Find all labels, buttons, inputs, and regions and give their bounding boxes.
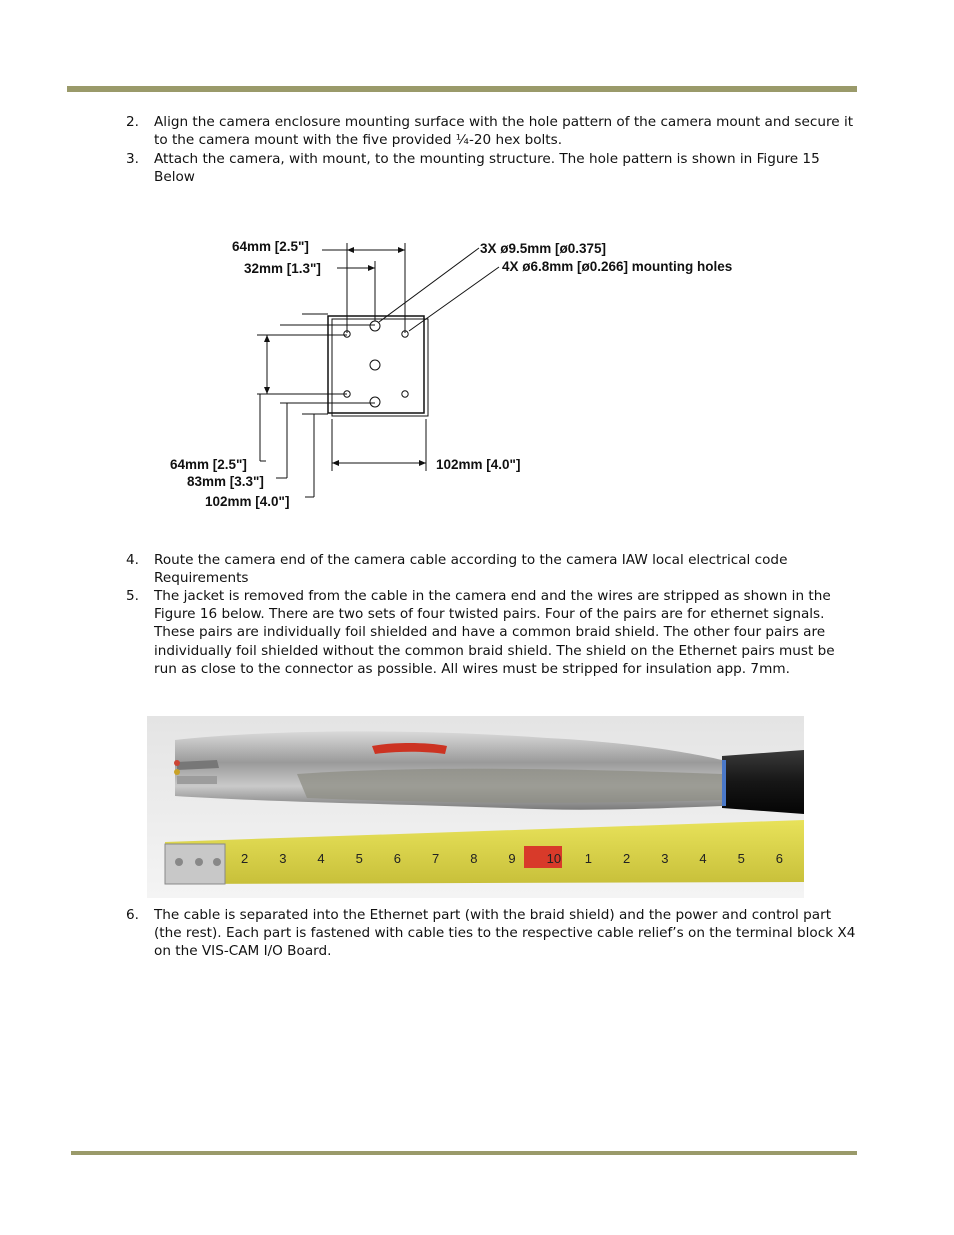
tape-number: 6 <box>393 851 402 866</box>
mounting-hole <box>402 391 408 397</box>
dim-top-32: 32mm [1.3"] <box>244 261 321 276</box>
hole-pattern-drawing <box>147 221 775 543</box>
cable-photo <box>147 716 804 898</box>
holes-4x-label: 4X ø6.8mm [ø0.266] mounting holes <box>502 259 733 274</box>
tape-number: 4 <box>317 851 325 866</box>
tape-number: 3 <box>279 851 287 866</box>
tape-number: 2 <box>623 851 631 866</box>
tape-number: 5 <box>355 851 363 866</box>
tape-number: 9 <box>508 851 516 866</box>
figure-16-stripped-cable-photo <box>147 716 804 898</box>
step-number: 3. <box>126 151 139 167</box>
step-text: The jacket is removed from the cable in the camera end and the wires are stripped as shown in the Figure 16 below. There are two sets of four twisted pairs. Four of the pairs are for ethernet signals. These pairs are individually foil shielded and have a common braid shield. The other four pairs are individually foil shielded without the common braid shield. The shield on the Ethernet pairs must be run as close to the connector as possible. All wires must be stripped for insulation app. 7mm. <box>154 588 835 677</box>
step-text: Route the camera end of the camera cable according to the camera IAW local electrical code Requirements <box>154 552 788 587</box>
large-hole <box>370 397 380 407</box>
tape-number: 3 <box>661 851 669 866</box>
step-number: 5. <box>126 588 139 604</box>
step-number: 2. <box>126 114 139 130</box>
tape-number: 6 <box>775 851 784 866</box>
dim-top-64: 64mm [2.5"] <box>232 239 309 254</box>
footer-rule <box>71 1151 857 1155</box>
tape-number: 7 <box>432 851 440 866</box>
dim-left-64: 64mm [2.5"] <box>170 457 247 472</box>
tape-number: 1 <box>584 851 593 866</box>
tape-number: 5 <box>737 851 745 866</box>
step-number: 6. <box>126 907 139 923</box>
dim-bottom-102: 102mm [4.0"] <box>436 457 521 472</box>
dim-left-102: 102mm [4.0"] <box>205 494 290 509</box>
dim-left-83: 83mm [3.3"] <box>187 474 264 489</box>
large-hole <box>370 321 380 331</box>
holes-3x-label: 3X ø9.5mm [ø0.375] <box>480 241 607 256</box>
tape-number: 10 <box>546 851 562 866</box>
large-hole <box>370 360 380 370</box>
tape-number: 2 <box>241 851 249 866</box>
step-number: 4. <box>126 552 139 568</box>
header-rule <box>67 86 857 92</box>
step-text: Attach the camera, with mount, to the mounting structure. The hole pattern is shown in Figure 15 Below <box>154 151 820 186</box>
tape-number: 8 <box>470 851 478 866</box>
figure-15-hole-pattern <box>147 221 775 543</box>
tape-number: 4 <box>699 851 707 866</box>
step-text: Align the camera enclosure mounting surface with the hole pattern of the camera mount and secure it to the camera mount with the five provided ¼-20 hex bolts. <box>154 114 854 149</box>
step-text: The cable is separated into the Ethernet part (with the braid shield) and the power and control part (the rest). Each part is fastened with cable ties to the respective cable relief’s on the terminal block X4 on the VIS-CAM I/O Board. <box>154 907 856 960</box>
